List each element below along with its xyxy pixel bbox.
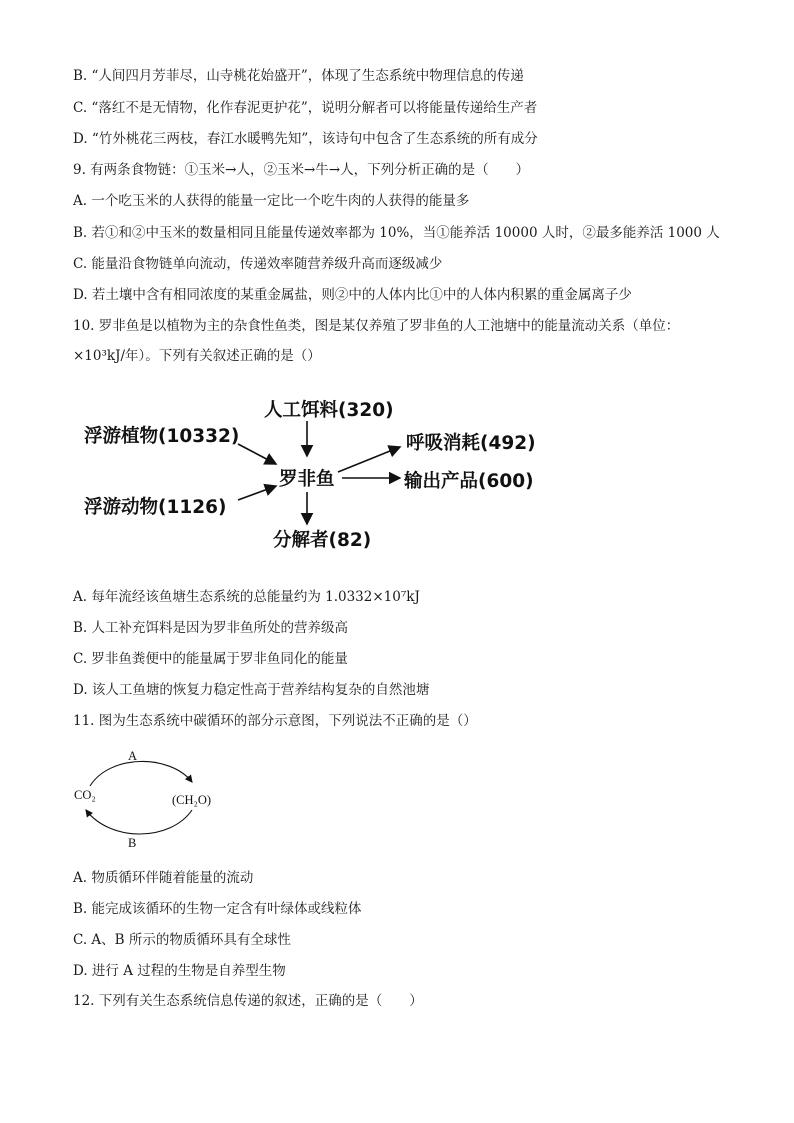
carbon-cycle-diagram [70, 746, 240, 854]
label-a: A [128, 749, 138, 763]
option-b-q9: B. 若①和②中玉米的数量相同且能量传递效率都为 10%，当①能养活 10000 人时，②最多能养活 1000 人 [73, 225, 720, 241]
co2-label: CO₂ [74, 788, 96, 802]
option-d-q9: D. 若土壤中含有相同浓度的某重金属盐，则②中的人体内比①中的人体内积累的重金属离子少 [73, 287, 632, 303]
arrow-phyto-to-fish [238, 444, 276, 464]
phyto-label: 浮游植物(10332) [84, 426, 240, 447]
option-c-q11: C. A、B 所示的物质循环具有全球性 [73, 932, 291, 948]
arrow-fish-to-resp [338, 447, 400, 472]
label-b: B [128, 836, 137, 850]
option-c-q9: C. 能量沿食物链单向流动，传递效率随营养级升高而逐级减少 [73, 256, 443, 272]
option-d-q11: D. 进行 A 过程的生物是自养型生物 [73, 963, 286, 979]
option-d-q10: D. 该人工鱼塘的恢复力稳定性高于营养结构复杂的自然池塘 [73, 682, 430, 698]
option-a-q10: A. 每年流经该鱼塘生态系统的总能量约为 1.0332×10⁷kJ [73, 589, 420, 605]
option-b-q10: B. 人工补充饵料是因为罗非鱼所处的营养级高 [73, 620, 349, 636]
arrow-b [86, 810, 192, 834]
question-9-stem: 9. 有两条食物链：①玉米→人，②玉米→牛→人，下列分析正确的是（ ） [73, 162, 530, 178]
option-a-q11: A. 物质循环伴随着能量的流动 [73, 870, 254, 886]
feed-label: 人工饵料(320) [264, 400, 394, 421]
energy-flow-diagram [80, 392, 550, 562]
question-10-stem-cont: ×10³kJ/年）。下列有关叙述正确的是（） [73, 348, 321, 364]
option-c-q8: C. “落红不是无情物，化作春泥更护花”，说明分解者可以将能量传递给生产者 [73, 100, 538, 116]
question-12-stem: 12. 下列有关生态系统信息传递的叙述，正确的是（ ） [73, 993, 423, 1009]
option-a-q9: A. 一个吃玉米的人获得的能量一定比一个吃牛肉的人获得的能量多 [73, 193, 470, 209]
output-label: 输出产品(600) [404, 471, 534, 492]
fish-label: 罗非鱼 [279, 469, 335, 490]
zoo-label: 浮游动物(1126) [84, 497, 227, 518]
question-11-stem: 11. 图为生态系统中碳循环的部分示意图，下列说法不正确的是（） [73, 713, 477, 729]
option-b-q8: B. “人间四月芳菲尽，山寺桃花始盛开”，体现了生态系统中物理信息的传递 [73, 68, 524, 84]
option-b-q11: B. 能完成该循环的生物一定含有叶绿体或线粒体 [73, 901, 362, 917]
arrow-zoo-to-fish [238, 486, 276, 500]
question-10-stem: 10. 罗非鱼是以植物为主的杂食性鱼类，图是某仅养殖了罗非鱼的人工池塘中的能量流动关系（单位： [73, 318, 680, 334]
option-d-q8: D. “竹外桃花三两枝，春江水暖鸭先知”，该诗句中包含了生态系统的所有成分 [73, 131, 538, 147]
resp-label: 呼吸消耗(492) [406, 433, 536, 454]
ch2o-label: (CH₂O) [172, 793, 212, 807]
option-c-q10: C. 罗非鱼粪便中的能量属于罗非鱼同化的能量 [73, 651, 348, 667]
arrow-a [90, 761, 192, 786]
decomp-label: 分解者(82) [273, 530, 372, 551]
